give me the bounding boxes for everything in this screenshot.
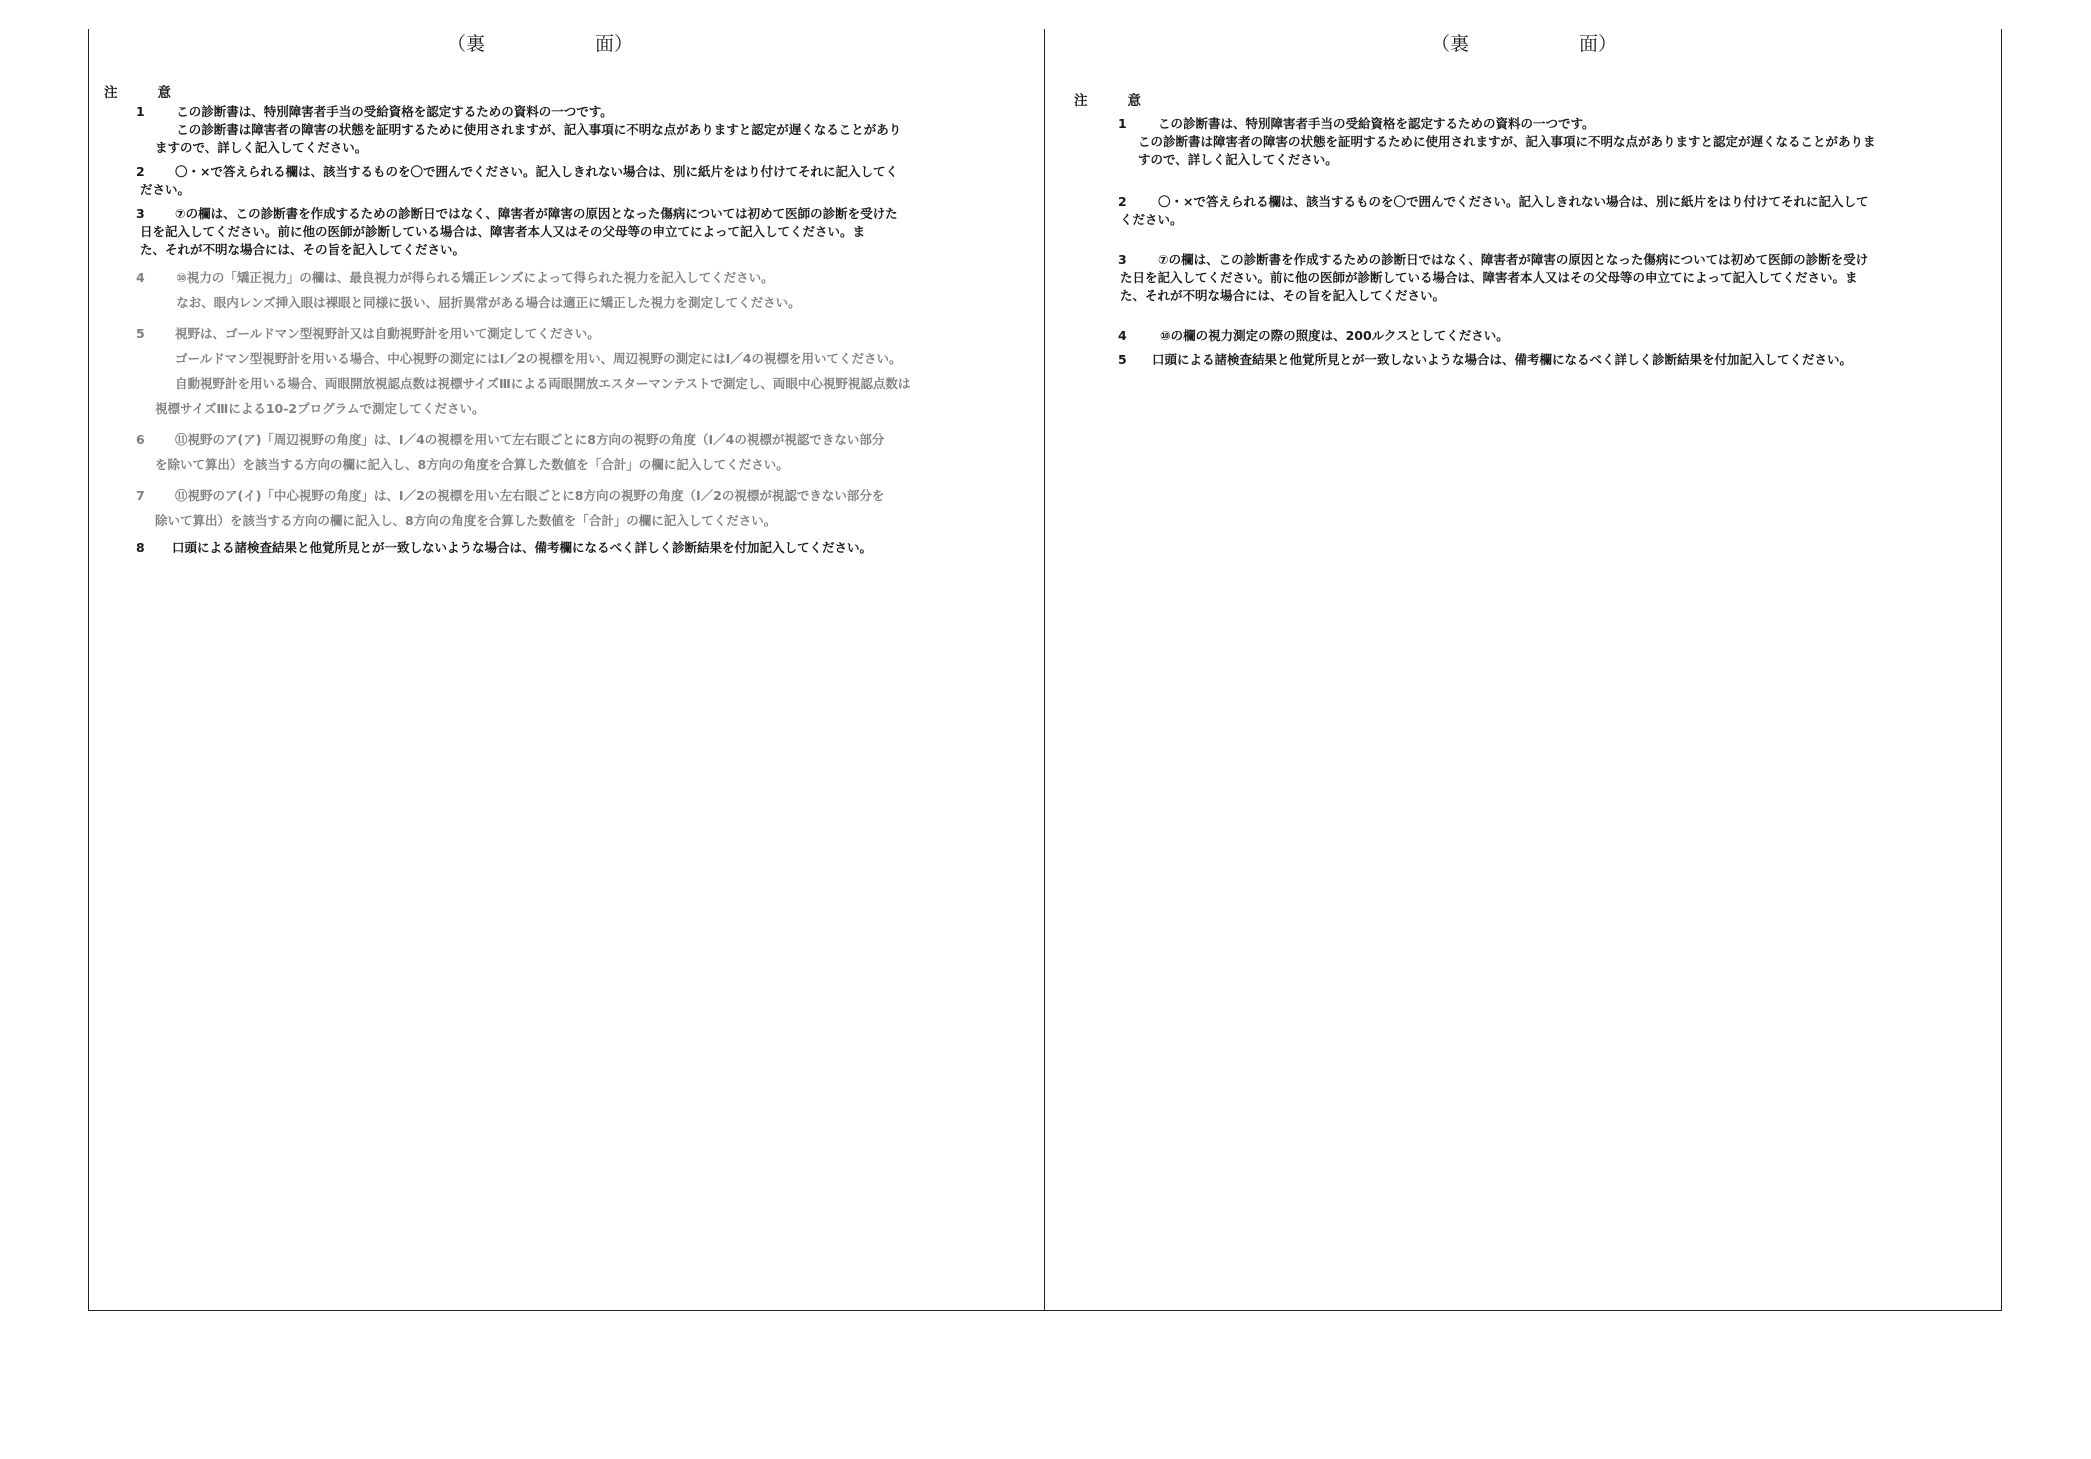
left-note-item-4 <box>100 265 1035 315</box>
note-line: 視野は、ゴールドマン型視野計又は自動視野計を用いて測定してください。 <box>175 326 600 341</box>
center-divider <box>1044 29 1045 1311</box>
note-number: 6 <box>136 432 145 447</box>
left-notes-list <box>100 103 1035 563</box>
note-number: 4 <box>136 270 145 285</box>
note-head-b: 意 <box>1127 93 1141 109</box>
note-line: 除いて算出）を該当する方向の欄に記入し、8方向の角度を合算した数値を「合計」の欄に記入してください。 <box>155 513 777 528</box>
note-line: この診断書は障害者の障害の状態を証明するために使用されますが、記入事項に不明な点がありますと認定が遅くなることがあり <box>176 122 902 137</box>
note-line: この診断書は、特別障害者手当の受給資格を認定するための資料の一つです。 <box>176 104 613 119</box>
note-line: ますので、詳しく記入してください。 <box>155 140 368 155</box>
note-line: 視標サイズⅢによる10-2プログラムで測定してください。 <box>155 401 485 416</box>
note-number: 5 <box>136 326 145 341</box>
left-page-title <box>100 29 1035 56</box>
note-line: た日を記入してください。前に他の医師が診断している場合は、障害者本人又はその父母等の申立てによって記入してください。ま <box>1120 270 1858 285</box>
note-line: 〇・×で答えられる欄は、該当するものを〇で囲んでください。記入しきれない場合は、別に紙片をはり付けてそれに記入してく <box>175 164 898 179</box>
note-number: 2 <box>1118 194 1127 209</box>
note-line: 自動視野計を用いる場合、両眼開放視認点数は視標サイズⅢによる両眼開放エスターマンテストで測定し、両眼中心視野視認点数は <box>175 376 911 391</box>
left-note-item-6 <box>100 427 1035 477</box>
left-title-left: （裏 <box>446 33 485 55</box>
right-title-left: （裏 <box>1430 33 1469 55</box>
note-head-a: 注 <box>1074 93 1088 109</box>
note-head-b: 意 <box>157 85 171 101</box>
left-note-item-7 <box>100 483 1035 533</box>
note-line: 口頭による諸検査結果と他覚所見とが一致しないような場合は、備考欄になるべく詳しく診断結果を付加記入してください。 <box>1152 352 1853 367</box>
note-number: 4 <box>1118 328 1127 343</box>
right-note-item-5 <box>1080 351 1968 369</box>
right-note-item-1 <box>1080 115 1968 169</box>
note-line: この診断書は障害者の障害の状態を証明するために使用されますが、記入事項に不明な点がありますと認定が遅くなることがありま <box>1138 134 1876 149</box>
right-note-item-3 <box>1080 251 1968 305</box>
note-line: を除いて算出）を該当する方向の欄に記入し、8方向の角度を合算した数値を「合計」の欄に記入してください。 <box>155 457 789 472</box>
note-line: 口頭による諸検査結果と他覚所見とが一致しないような場合は、備考欄になるべく詳しく診断結果を付加記入してください。 <box>172 540 873 555</box>
note-line: すので、詳しく記入してください。 <box>1138 152 1338 167</box>
note-number: 3 <box>1118 252 1127 267</box>
right-title-right: 面） <box>1579 33 1618 55</box>
left-note-item-1 <box>100 103 1035 157</box>
note-line: ゴールドマン型視野計を用いる場合、中心視野の測定にはⅠ／2の視標を用い、周辺視野の測定にはⅠ／4の視標を用いてください。 <box>175 351 902 366</box>
note-number: 8 <box>136 540 145 555</box>
note-number: 7 <box>136 488 145 503</box>
note-line: ⑩視力の「矯正視力」の欄は、最良視力が得られる矯正レンズによって得られた視力を記入してください。 <box>176 270 774 285</box>
note-head-a: 注 <box>104 85 118 101</box>
left-notes-heading <box>104 81 171 101</box>
note-number: 3 <box>136 206 145 221</box>
note-line: ⑦の欄は、この診断書を作成するための診断日ではなく、障害者が障害の原因となった傷病については初めて医師の診断を受け <box>1158 252 1869 267</box>
note-number: 2 <box>136 164 145 179</box>
right-notes-heading <box>1074 89 1141 109</box>
note-line: ⑦の欄は、この診断書を作成するための診断日ではなく、障害者が障害の原因となった傷病については初めて医師の診断を受けた <box>175 206 898 221</box>
left-note-item-3 <box>100 205 1035 259</box>
note-number: 1 <box>1118 116 1127 131</box>
left-note-item-5 <box>100 321 1035 421</box>
note-line: ださい。 <box>140 182 191 197</box>
note-line: ください。 <box>1120 212 1183 227</box>
right-note-item-2 <box>1080 193 1968 229</box>
right-notes-list <box>1080 115 1968 369</box>
note-line: た、それが不明な場合には、その旨を記入してください。 <box>140 242 466 257</box>
left-note-item-2 <box>100 163 1035 199</box>
note-line: ⑩の欄の視力測定の際の照度は、200ルクスとしてください。 <box>1160 328 1509 343</box>
note-line: 日を記入してください。前に他の医師が診断している場合は、障害者本人又はその父母等の申立てによって記入してください。ま <box>140 224 866 239</box>
note-line: この診断書は、特別障害者手当の受給資格を認定するための資料の一つです。 <box>1158 116 1595 131</box>
left-note-item-8 <box>100 539 1035 557</box>
right-page-title <box>1080 29 1968 56</box>
left-title-right: 面） <box>595 33 634 55</box>
note-number: 1 <box>136 104 145 119</box>
note-line: 〇・×で答えられる欄は、該当するものを〇で囲んでください。記入しきれない場合は、別に紙片をはり付けてそれに記入して <box>1158 194 1869 209</box>
note-line: ⑪視野のア(イ)「中心視野の角度」は、Ⅰ／2の視標を用い左右眼ごとに8方向の視野の角度（Ⅰ／2の視標が視認できない部分を <box>175 488 885 503</box>
note-line: ⑪視野のア(ア)「周辺視野の角度」は、Ⅰ／4の視標を用いて左右眼ごとに8方向の視野の角度（Ⅰ／4の視標が視認できない部分 <box>175 432 885 447</box>
right-note-item-4 <box>1080 327 1968 345</box>
note-line: た、それが不明な場合には、その旨を記入してください。 <box>1120 288 1446 303</box>
note-line: なお、眼内レンズ挿入眼は裸眼と同様に扱い、屈折異常がある場合は適正に矯正した視力を測定してください。 <box>176 295 801 310</box>
note-number: 5 <box>1118 352 1127 367</box>
